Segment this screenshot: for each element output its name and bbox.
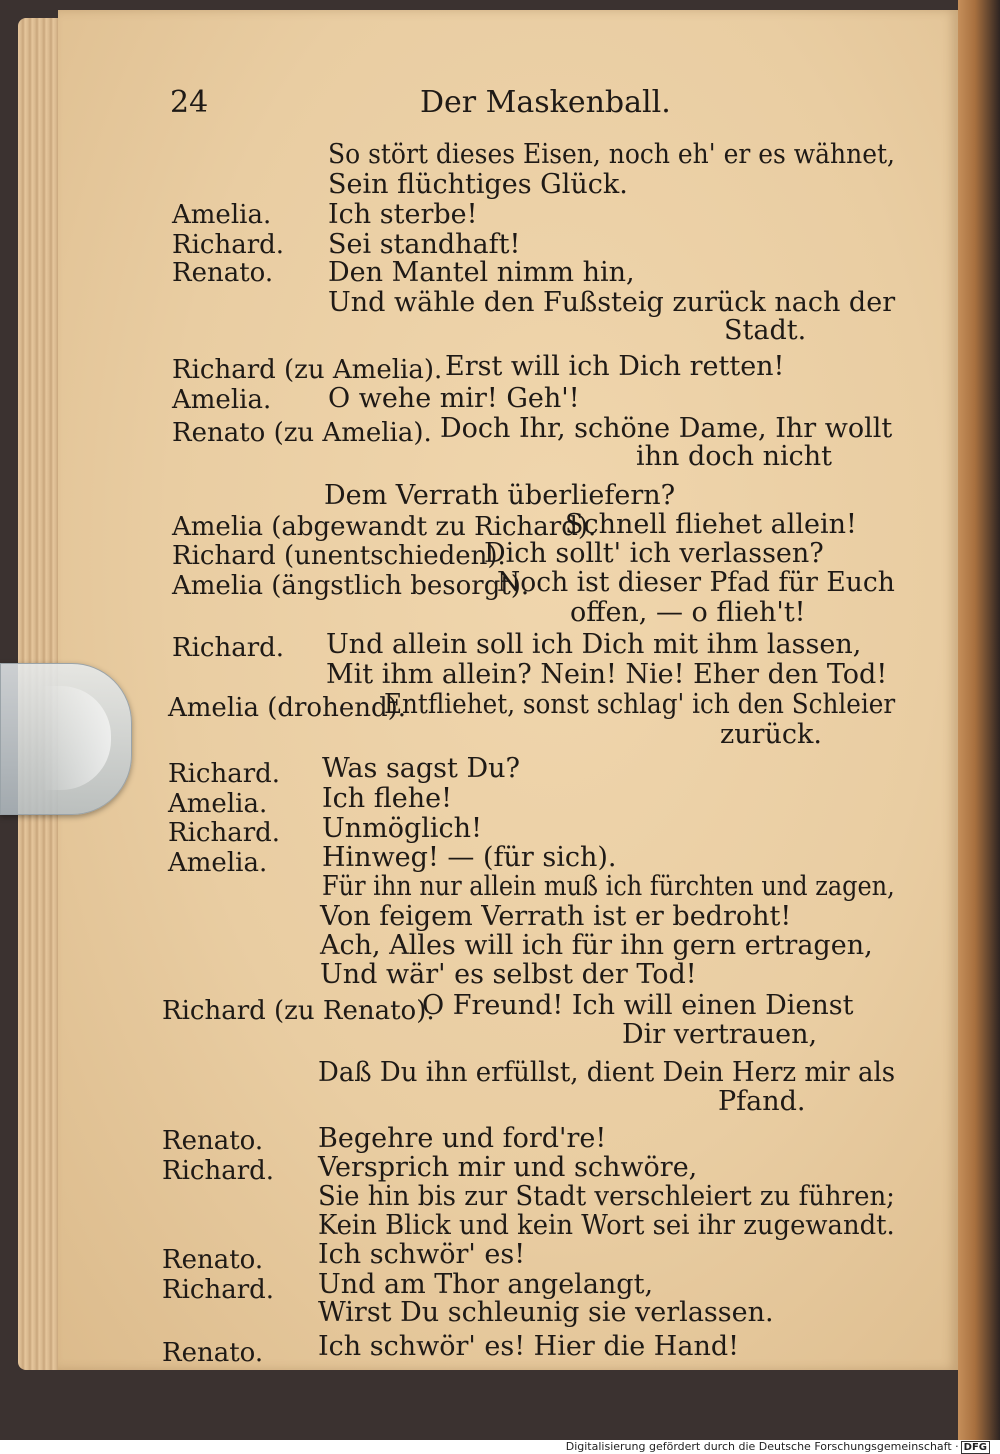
verse-line: Dir vertrauen, xyxy=(622,1019,818,1050)
digitization-credit xyxy=(566,1440,990,1454)
speaker-label: Renato (zu Amelia). xyxy=(172,418,432,448)
speaker-label: Richard. xyxy=(168,818,281,848)
speaker-label: Richard (zu Renato). xyxy=(162,996,435,1026)
verse-line: Und am Thor angelangt, xyxy=(318,1269,654,1300)
verse-line: Hinweg! — (für sich). xyxy=(322,842,617,873)
running-title: Der Maskenball. xyxy=(420,85,671,120)
verse-line: Sein flüchtiges Glück. xyxy=(328,169,628,200)
verse-line: Schnell fliehet allein! xyxy=(565,509,857,540)
verse-line: Den Mantel nimm hin, xyxy=(328,257,635,288)
verse-line: Kein Blick und kein Wort sei ihr zugewandt. xyxy=(318,1210,895,1241)
verse-line: Und wär' es selbst der Tod! xyxy=(320,959,697,990)
book-spine-edge xyxy=(958,0,1000,1440)
speaker-label: Renato. xyxy=(162,1126,264,1156)
verse-line: Dem Verrath überliefern? xyxy=(324,480,676,511)
verse-line: So stört dieses Eisen, noch eh' er es wähnet, xyxy=(328,139,895,170)
verse-line: Entfliehet, sonst schlag' ich den Schleier xyxy=(384,689,896,720)
verse-line: ihn doch nicht xyxy=(636,441,833,472)
verse-line: Wirst Du schleunig sie verlassen. xyxy=(318,1297,774,1328)
dfg-logo: DFG xyxy=(961,1441,990,1454)
page-number: 24 xyxy=(170,85,209,120)
verse-line: O wehe mir! Geh'! xyxy=(328,383,580,414)
verse-line: Ich sterbe! xyxy=(328,199,478,230)
verse-line: offen, — o flieh't! xyxy=(570,597,806,628)
speaker-label: Richard (zu Amelia). xyxy=(172,355,443,385)
clip-highlight xyxy=(41,686,111,790)
speaker-label: Renato. xyxy=(172,258,274,288)
credit-text: Digitalisierung gefördert durch die Deutsche Forschungsgemeinschaft · xyxy=(565,1440,959,1453)
speaker-label: Richard. xyxy=(162,1156,275,1186)
speaker-label: Richard (unentschieden). xyxy=(172,541,506,571)
verse-line: Daß Du ihn erfüllst, dient Dein Herz mir als xyxy=(318,1057,896,1088)
verse-line: Ich schwör' es! xyxy=(318,1239,526,1270)
verse-line: Ich schwör' es! Hier die Hand! xyxy=(318,1331,739,1362)
speaker-label: Amelia. xyxy=(172,385,272,415)
verse-line: Und wähle den Fußsteig zurück nach der xyxy=(328,287,896,318)
verse-line: Sei standhaft! xyxy=(328,229,521,260)
speaker-label: Richard. xyxy=(168,759,281,789)
verse-line: Noch ist dieser Pfad für Euch xyxy=(497,567,895,598)
verse-line: Was sagst Du? xyxy=(322,753,520,784)
verse-line: Ach, Alles will ich für ihn gern ertragen, xyxy=(320,930,873,961)
speaker-label: Amelia. xyxy=(168,789,268,819)
verse-line: Doch Ihr, schöne Dame, Ihr wollt xyxy=(440,413,893,444)
speaker-label: Richard. xyxy=(162,1275,275,1305)
speaker-label: Amelia. xyxy=(172,200,272,230)
verse-line: Für ihn nur allein muß ich fürchten und zagen, xyxy=(322,871,895,902)
verse-line: Begehre und ford're! xyxy=(318,1123,607,1154)
verse-line: Versprich mir und schwöre, xyxy=(318,1152,698,1183)
speaker-label: Amelia. xyxy=(168,848,268,878)
verse-line: Von feigem Verrath ist er bedroht! xyxy=(320,901,792,932)
verse-line: Dich sollt' ich verlassen? xyxy=(484,538,824,569)
verse-line: Sie hin bis zur Stadt verschleiert zu führen; xyxy=(318,1181,895,1212)
verse-line: Pfand. xyxy=(718,1086,806,1117)
speaker-label: Richard. xyxy=(172,633,285,663)
verse-line: Unmöglich! xyxy=(322,813,482,844)
verse-line: Ich flehe! xyxy=(322,783,452,814)
speaker-label: Amelia (ängstlich besorgt). xyxy=(172,571,530,601)
verse-line: Stadt. xyxy=(724,315,807,346)
verse-line: Und allein soll ich Dich mit ihm lassen, xyxy=(326,629,862,660)
verse-line: zurück. xyxy=(720,719,822,750)
speaker-label: Renato. xyxy=(162,1338,264,1368)
speaker-label: Richard. xyxy=(172,230,285,260)
speaker-label: Renato. xyxy=(162,1245,264,1275)
speaker-label: Amelia (drohend). xyxy=(168,693,407,723)
verse-line: Mit ihm allein? Nein! Nie! Eher den Tod! xyxy=(326,659,888,690)
speaker-label: Amelia (abgewandt zu Richard). xyxy=(172,512,597,542)
verse-line: Erst will ich Dich retten! xyxy=(445,351,785,382)
verse-line: O Freund! Ich will einen Dienst xyxy=(422,990,854,1021)
plastic-page-clip xyxy=(0,663,132,815)
